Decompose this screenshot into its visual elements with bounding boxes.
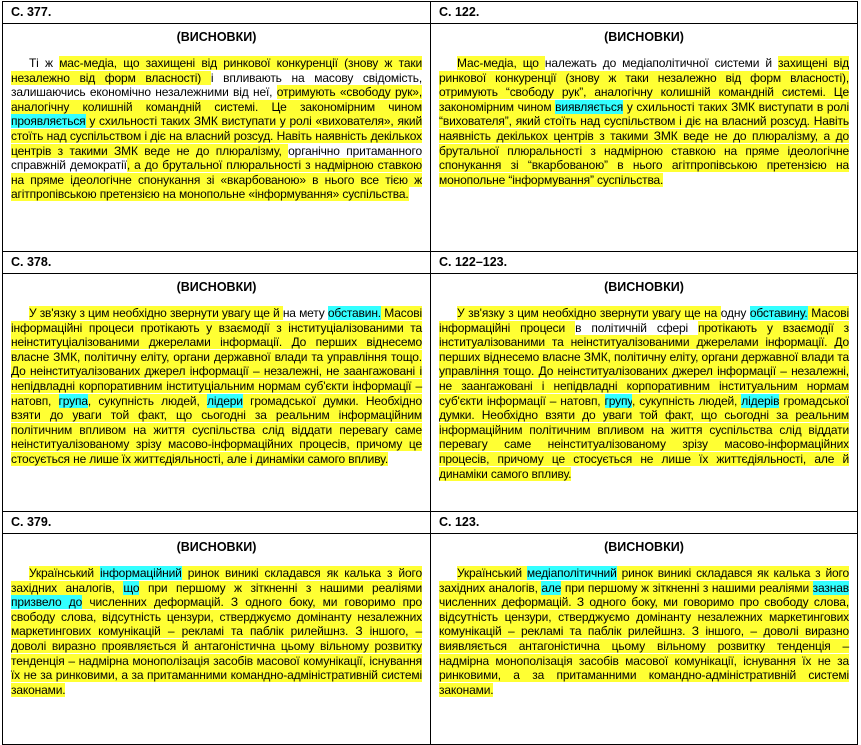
yellow-highlight: захищені від ринкової конкуренції (знову ж таки незалежно від форм власності), отримують “свободу рук”, аналогічну колишній командній системі. Це закономірним чином bbox=[439, 56, 849, 114]
section-title: (ВИСНОВКИ) bbox=[604, 30, 684, 44]
yellow-highlight: У зв'язку з цим необхідно звернути увагу ще на bbox=[457, 306, 721, 320]
text-run: належать до медіаполітичної системи й bbox=[544, 56, 778, 70]
yellow-highlight: , сукупність людей, bbox=[632, 393, 742, 408]
paragraph bbox=[11, 56, 422, 202]
cyan-highlight: але bbox=[541, 580, 562, 595]
yellow-highlight: Український bbox=[457, 566, 527, 580]
yellow-highlight: У зв'язку з цим необхідно звернути увагу ще й bbox=[29, 306, 283, 320]
header-row bbox=[3, 252, 858, 274]
yellow-highlight: при першому ж зіткненні з нашими реаліями bbox=[561, 580, 813, 595]
paragraph bbox=[439, 56, 849, 187]
right-cell bbox=[431, 24, 858, 252]
text-run: органічно притаманного справжній демократії bbox=[11, 143, 422, 173]
yellow-highlight: Мас-медіа, що bbox=[457, 56, 545, 70]
paragraph bbox=[11, 566, 422, 697]
yellow-highlight: ринок виникі складався як калька з його західних аналогів, bbox=[439, 566, 850, 595]
section-title: (ВИСНОВКИ) bbox=[176, 540, 257, 554]
text-run: на bbox=[282, 306, 300, 320]
cyan-highlight: групу bbox=[604, 393, 632, 408]
header-row bbox=[3, 2, 858, 24]
left-cell bbox=[3, 534, 431, 745]
cyan-highlight: обставин. bbox=[327, 306, 381, 320]
content-row bbox=[3, 274, 858, 512]
yellow-highlight: (знову ж таки незалежно від форм власності) bbox=[11, 56, 423, 85]
yellow-highlight: численних деформацій. З одного боку, ми говоримо про свободу слова, відсутність цензури, стверджуємо домінанту незалежних маркетингових комунікацій – рекламі та паблік рилейшнз. З іншого, – доволі виразно проявляється й антагоністична цьому вільному розвитку тенденція – надмірна монополізація засобів масової комунікації, існування їх не за ринковими, а за притаманними командно-адміністративній системі законами. bbox=[11, 595, 422, 697]
yellow-highlight: протікають у взаємодії з інституалізованими та неінституалізованими джерелами інформації. До перших віднесемо власне ЗМК, політичну еліту, органи державної влади та управління тощо. До неінституалізованих джерел інформації – незалежні, не заангажовані і непідвладні корпоративним інституальним нормам суб'єкти інформації – натовп, bbox=[439, 320, 850, 408]
yellow-highlight: Український bbox=[29, 566, 100, 580]
cyan-highlight: що bbox=[123, 580, 140, 595]
section-title: (ВИСНОВКИ) bbox=[176, 30, 257, 44]
yellow-highlight: , сукупність людей, bbox=[87, 393, 207, 408]
cyan-highlight: зазнав bbox=[812, 580, 849, 595]
yellow-highlight: при першому ж зіткненні з нашими реаліями bbox=[139, 580, 422, 595]
content-row bbox=[3, 534, 858, 745]
paragraph bbox=[11, 306, 422, 467]
right-cell bbox=[431, 274, 858, 512]
section-title: (ВИСНОВКИ) bbox=[604, 280, 684, 294]
paragraph bbox=[439, 306, 849, 481]
left-cell bbox=[3, 274, 431, 512]
cyan-highlight: інформаційний bbox=[99, 566, 182, 580]
yellow-highlight: мас-медіа, що захищені від ринкової конкуренції bbox=[59, 56, 338, 70]
section-title: (ВИСНОВКИ) bbox=[176, 280, 257, 294]
yellow-highlight: ринок виникі складався як калька з його західних аналогів, bbox=[11, 566, 422, 595]
content-row bbox=[3, 24, 858, 252]
cyan-highlight: лідери bbox=[206, 393, 243, 408]
yellow-highlight: Масові інформаційні процеси протікають у взаємодії з інституціалізованими та неінституціалізованими джерелами інформації. До перших віднесемо власне ЗМК, політичну еліту, органи державної влади та управління тощо. До неінституалізованих джерел інформації – незалежні, не заангажовані і непідвладні корпоративним інституціальним нормам суб'єкти інформації – натовп, bbox=[11, 306, 422, 408]
yellow-highlight: отримують «свободу рук», аналогічну колишній командній системі. Це закономірним чином bbox=[11, 85, 423, 114]
left-cell bbox=[3, 24, 431, 252]
yellow-highlight: громадської думки. Необхідно взяти до уваги той факт, що сьогодні за реальним інформаційним політичним впливом на життя суспільства слід віддати перевагу саме неінституалізованому зрізу масово-інформаційних процесів, причому це стосується не лише їх життєдіяльності, але і динаміки самого впливу. bbox=[11, 393, 422, 466]
text-run: Ті ж bbox=[29, 56, 60, 70]
comparison-table bbox=[2, 1, 858, 745]
yellow-highlight: у схильності таких ЗМК виступати в ролі “вихователя”, який стоїть над суспільством і діє на власний розсуд. Навіть наявність декількох центрів з такими ЗМК веде не до плюралізму, а до брутальної плюральності з надмірною ставкою на пряме ідеологічне спонукання зі “вкарбованою” в нього агітпропівською претензією на монопольне “інформування” суспільства. bbox=[439, 99, 849, 187]
yellow-highlight: Масові інформаційні процеси bbox=[439, 306, 849, 335]
cyan-highlight: виявляється bbox=[555, 99, 624, 114]
text-run: в політичній сфері bbox=[575, 320, 699, 335]
right-cell bbox=[431, 534, 858, 745]
yellow-highlight: численних деформацій. З одного боку, ми говоримо про свободу слова, відсутність цензури, стверджуємо домінанту незалежних маркетингових комунікацій – рекламі та паблік рилейшнз. З іншого, – доволі виразно виявляється антагоністична цьому вільному розвитку тенденція – надмірна монополізація засобів масової комунікації, існування їх не за ринковими, а за притаманними командно-адміністративній системі законами. bbox=[439, 595, 849, 697]
yellow-highlight: громадської думки. Необхідно взяти до уваги той факт, що сьогодні за реальним інформаційним політичним впливом на життя суспільства слід віддати перевагу саме неінституалізованому зрізу масово-інформаційних процесів, причому це стосується не лише їх життєдіяльності, але й динаміки самого впливу. bbox=[439, 393, 849, 481]
cyan-highlight: група bbox=[58, 393, 88, 408]
yellow-highlight: все тією ж агітпропівською претензією на монопольне «інформування» суспільства. bbox=[11, 172, 422, 202]
paragraph bbox=[439, 566, 849, 697]
yellow-highlight: у схильності таких ЗМК виступати у ролі «вихователя», який стоїть над суспільством і діє на власний розсуд. Навіть наявність декількох центрів з такими ЗМК веде не до плюралізму, bbox=[11, 114, 422, 158]
header-row bbox=[3, 512, 858, 534]
text-run: одну bbox=[720, 306, 750, 320]
cyan-highlight: призвело до bbox=[11, 595, 83, 610]
text-run: і впливають на масову свідомість, залишаючись економічно незалежними від неї, bbox=[11, 70, 422, 100]
cyan-highlight: проявляється bbox=[11, 114, 86, 129]
yellow-highlight: , а до брутальної плюральності з надмірною ставкою на пряме ідеологічне спонукання зі «вкарбованою» в нього bbox=[11, 158, 423, 187]
left-page-ref: С. 379. bbox=[3, 512, 431, 534]
left-page-ref: С. 378. bbox=[3, 252, 431, 274]
text-run: мету bbox=[299, 306, 328, 320]
left-page-ref: С. 377. bbox=[3, 2, 431, 24]
section-title: (ВИСНОВКИ) bbox=[604, 540, 684, 554]
right-page-ref: С. 122. bbox=[431, 2, 858, 24]
right-page-ref: С. 122–123. bbox=[431, 252, 858, 274]
cyan-highlight: лідерів bbox=[741, 393, 780, 408]
right-page-ref: С. 123. bbox=[431, 512, 858, 534]
cyan-highlight: медіаполітичний bbox=[526, 566, 617, 580]
cyan-highlight: обставину. bbox=[749, 306, 808, 320]
